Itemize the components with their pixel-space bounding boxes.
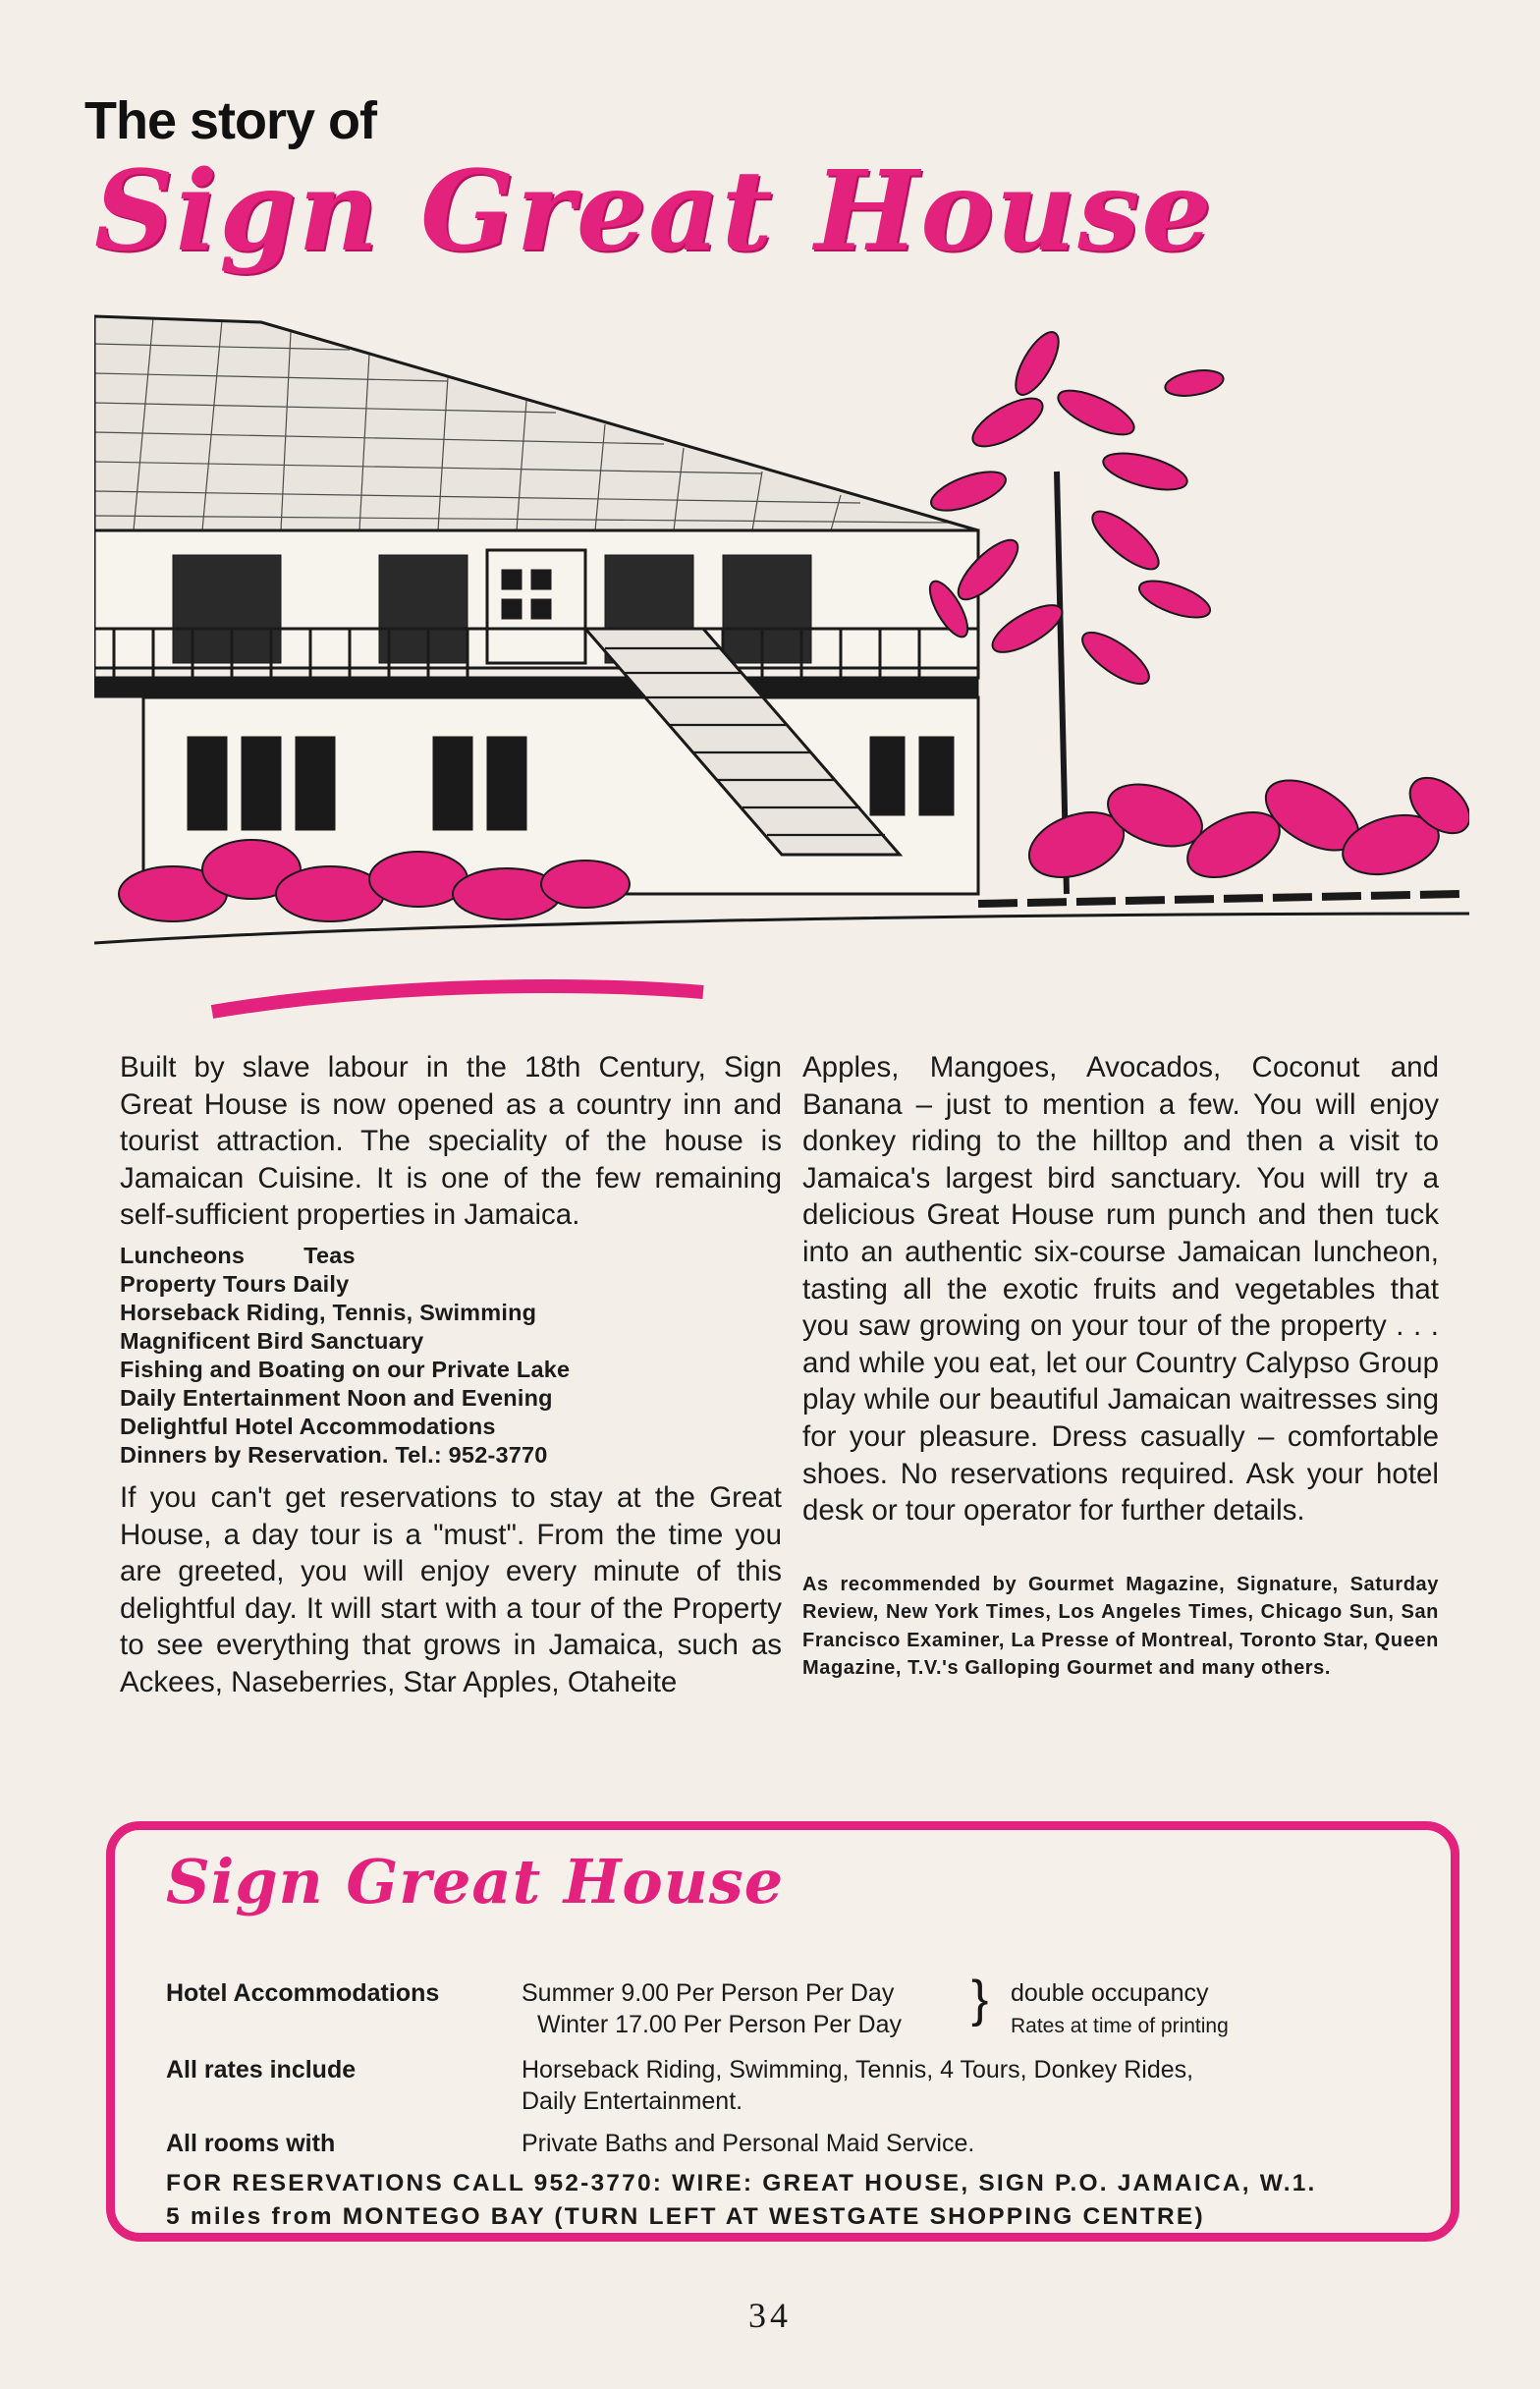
right-column [802,1049,1439,1683]
recommended-by: As recommended by Gourmet Magazine, Signature, Saturday Review, New York Times, Los Angeles Times, Chicago Sun, San Francisco Examiner, La Presse of Montreal, Toronto Star, Queen Magazine, T.V.'s Galloping Gourmet and many others. [802,1573,1439,1680]
reservations-line: FOR RESERVATIONS CALL 952-3770: WIRE: GREAT HOUSE, SIGN P.O. JAMAICA, W.1. [166,2170,1317,2196]
amenity-item: Property Tours Daily [120,1270,350,1297]
summer-rate: Summer 9.00 Per Person Per Day [522,1979,895,2007]
rooms-label: All rooms with [166,2130,336,2157]
great-house-illustration [94,305,1469,1051]
amenity-item: Horseback Riding, Tennis, Swimming [120,1299,537,1325]
amenity-item: Luncheons Teas [120,1242,356,1268]
left-column [120,1049,782,1701]
amenities-list [120,1242,782,1470]
includes-row [166,2054,1423,2123]
amenity-item: Fishing and Boating on our Private Lake [120,1356,571,1382]
kicker-heading: The story of [84,91,377,150]
hotel-rates-row [166,1971,1423,2046]
amenity-item: Delightful Hotel Accommodations [120,1413,496,1439]
printing-note: Rates at time of printing [1011,2015,1229,2037]
rooms-row [166,2128,1423,2161]
includes-line-1: Horseback Riding, Swimming, Tennis, 4 Tours, Donkey Rides, [522,2056,1194,2083]
page-title: Sign Great House [94,147,1214,276]
amenity-item: Daily Entertainment Noon and Evening [120,1384,553,1411]
hotel-accommodations-label: Hotel Accommodations [166,1979,440,2007]
box-title: Sign Great House [166,1846,785,1917]
occupancy-note: double occupancy [1011,1979,1209,2007]
continued-paragraph: Apples, Mangoes, Avocados, Coconut and Banana – just to mention a few. You will enjoy donkey riding to the hilltop and then a visit to Jamaica's largest bird sanctuary. You will try a delicious Great House rum punch and then tuck into an authentic six-course Jamaican luncheon, tasting all the exotic fruits and vegetables that you saw growing on your tour of the property . . . and while you eat, let our Country Calypso Group play while our beautiful Jamaican waitresses sing for your pleasure. Dress casually – comfortable shoes. No reservations required. Ask your hotel desk or tour operator for further details. [802,1051,1439,1528]
includes-line-2: Daily Entertainment. [522,2087,743,2115]
page-number: 34 [748,2296,792,2335]
house-roof [94,316,978,530]
winter-rate: Winter 17.00 Per Person Per Day [537,2011,902,2038]
brace-glyph: } [971,1971,989,2028]
amenity-item: Dinners by Reservation. Tel.: 952-3770 [120,1441,548,1468]
rates-info-box [106,1821,1459,2242]
rooms-value: Private Baths and Personal Maid Service. [522,2130,975,2157]
directions-line: 5 miles from MONTEGO BAY (TURN LEFT AT WESTGATE SHOPPING CENTRE) [166,2203,1205,2230]
intro-paragraph: Built by slave labour in the 18th Century, Sign Great House is now opened as a country inn and tourist attraction. The speciality of the house is Jamaican Cuisine. It is one of the few remaining self-sufficient properties in Jamaica. [120,1051,782,1232]
day-tour-paragraph: If you can't get reservations to stay at the Great House, a day tour is a "must". From the time you are greeted, you will enjoy every minute of this delightful day. It will start with a tour of the Property to see everything that grows in Jamaica, such as Ackees, Naseberries, Star Apples, Otaheite [120,1480,782,1698]
amenity-item: Magnificent Bird Sanctuary [120,1327,424,1354]
house-upper-floor [94,530,978,697]
includes-label: All rates include [166,2056,357,2083]
